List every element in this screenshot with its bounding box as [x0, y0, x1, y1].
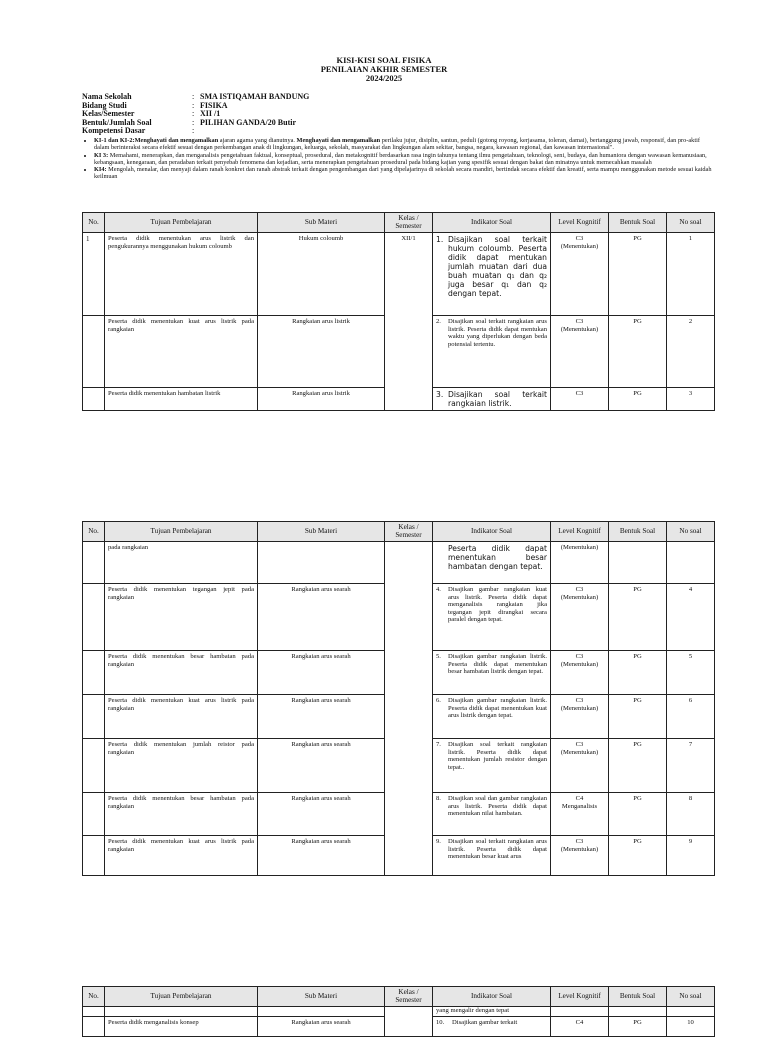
level-label: (Menentukan)	[560, 845, 599, 853]
kompetensi-lead: KI4:	[94, 166, 107, 174]
indikator-text: Disajikan soal terkait hukum coloumb. Peserta didik dapat mentukan jumlah muatan dari dua buah muatan q₁ dan q₂ juga besar q₁ dan q₂ dengan tepat.	[448, 235, 547, 298]
cell-level	[551, 233, 609, 316]
kompetensi-item	[94, 137, 714, 152]
cell-indikator	[433, 316, 551, 388]
info-separator: :	[192, 117, 195, 127]
cell-indikator	[433, 793, 551, 836]
cell-nosoal: 9	[667, 836, 715, 876]
cell-no	[83, 739, 105, 793]
cell-no	[83, 651, 105, 695]
cell-tujuan: pada rangkaian	[105, 542, 258, 584]
cell-nosoal: 10	[667, 1017, 715, 1037]
indikator-text: Disajikan soal terkait rangkaian arus listrik. Peserta didik dapat mentukan waktu yang diperlukan dengan beda potensial tertentu.	[448, 318, 547, 348]
cell-nosoal: 2	[667, 316, 715, 388]
col-bentuk: Bentuk Soal	[609, 987, 667, 1007]
cell-nosoal: 3	[667, 388, 715, 411]
kompetensi-item	[94, 152, 714, 167]
cell-level: C4	[551, 1017, 609, 1037]
info-label: Kompetensi Dasar	[82, 126, 146, 136]
cell-bentuk: PG	[609, 1017, 667, 1037]
table-row	[83, 542, 715, 584]
level-code: C3	[575, 741, 584, 748]
cell-bentuk	[609, 1007, 667, 1017]
indikator-number: 4.	[436, 586, 441, 593]
cell-nosoal	[667, 542, 715, 584]
info-row	[82, 127, 309, 136]
indikator-text: Peserta didik dapat menentukan besar hambatan dengan tepat.	[448, 544, 547, 571]
cell-bentuk: PG	[609, 584, 667, 651]
level-code: C3	[575, 697, 584, 704]
col-tujuan: Tujuan Pembelajaran	[105, 213, 258, 233]
info-label: Kelas/Semester	[82, 109, 135, 119]
cell-no	[83, 584, 105, 651]
kompetensi-lead2: Menghayati dan mengamalkan	[134, 137, 219, 144]
cell-tujuan: Peserta didik menentukan kuat arus listrik pada rangkaian	[105, 316, 258, 388]
cell-tujuan: Peserta didik menentukan tegangan jepit pada rangkaian	[105, 584, 258, 651]
kompetensi-bold: Menghayati dan mengamalkan	[296, 137, 381, 144]
indikator-text: Disajikan soal terkait rangkaian listrik.	[448, 390, 547, 408]
col-kelas: Kelas / Semester	[385, 213, 433, 233]
cell-tujuan: Peserta didik menentukan hambatan listrik	[105, 388, 258, 411]
table-header	[83, 987, 715, 1007]
col-bentuk: Bentuk Soal	[609, 522, 667, 542]
level-code: C3	[575, 318, 584, 325]
col-bentuk: Bentuk Soal	[609, 213, 667, 233]
cell-bentuk: PG	[609, 836, 667, 876]
cell-nosoal: 6	[667, 695, 715, 739]
cell-kelas	[385, 1007, 433, 1037]
cell-no	[83, 695, 105, 739]
indikator-number: 5.	[436, 653, 441, 660]
cell-sub-materi: Rangkaian arus searah	[258, 1017, 385, 1037]
col-tujuan: Tujuan Pembelajaran	[105, 987, 258, 1007]
col-indikator: Indikator Soal	[433, 522, 551, 542]
cell-indikator	[433, 739, 551, 793]
cell-sub-materi: Rangkaian arus searah	[258, 836, 385, 876]
cell-kelas: XII/1	[385, 233, 433, 411]
cell-indikator	[433, 1017, 551, 1037]
cell-nosoal: 8	[667, 793, 715, 836]
kompetensi-text: ajaran agama yang dianutnya.	[218, 137, 297, 144]
cell-indikator	[433, 695, 551, 739]
kompetensi-text: Mengolah, menalar, dan menyaji dalam ranah konkret dan ranah abstrak terkait dengan pengembangan dari yang dipelajarinya di sekolah secara mandiri, bertindak secara efektif dan kreatif, serta mampu menggunakan metode sesuai kaidah keilmuan	[94, 166, 712, 181]
level-code: C4	[575, 795, 584, 802]
col-nosoal: No soal	[667, 213, 715, 233]
indikator-text: Disajikan gambar terkait	[452, 1019, 518, 1026]
info-separator: :	[192, 100, 195, 110]
indikator-number: 7.	[436, 741, 441, 748]
col-no: No.	[83, 987, 105, 1007]
kompetensi-list	[82, 137, 714, 181]
col-sub-materi: Sub Materi	[258, 522, 385, 542]
col-kelas: Kelas / Semester	[385, 522, 433, 542]
col-sub-materi: Sub Materi	[258, 213, 385, 233]
info-value: SMA ISTIQAMAH BANDUNG	[200, 92, 310, 101]
cell-sub-materi: Rangkaian arus searah	[258, 793, 385, 836]
cell-level	[551, 1007, 609, 1017]
level-label: (Menentukan)	[560, 704, 599, 712]
level-label: (Menentukan)	[560, 593, 599, 601]
col-tujuan: Tujuan Pembelajaran	[105, 522, 258, 542]
cell-level	[551, 316, 609, 388]
cell-no	[83, 316, 105, 388]
table-header	[83, 522, 715, 542]
indikator-text: Disajikan soal terkait rangkaian listrik. Peserta didik dapat menentukan jumlah resistor dengan tepat..	[448, 741, 547, 771]
cell-tujuan: Peserta didik menentukan kuat arus listrik pada rangkaian	[105, 836, 258, 876]
kompetensi-item	[94, 166, 714, 181]
indikator-text: Disajikan gambar rangkaian listrik. Peserta didik dapat menentukan kuat arus listrik dengan tepat.	[448, 697, 547, 720]
kompetensi-lead: KI 3:	[94, 151, 109, 159]
info-label: Bentuk/Jumlah Soal	[82, 117, 152, 127]
cell-tujuan: Peserta didik menentukan besar hambatan pada rangkaian	[105, 793, 258, 836]
info-separator: :	[192, 126, 195, 136]
cell-nosoal	[667, 1007, 715, 1017]
indikator-text: Disajikan soal terkait rangkaian arus listrik. Peserta didik dapat menentukan besar kuat arus	[448, 838, 547, 861]
cell-level	[551, 651, 609, 695]
indikator-number: 3.	[436, 390, 444, 399]
level-label: (Menentukan)	[560, 242, 599, 250]
info-value: XII /1	[200, 109, 221, 119]
col-level: Level Kognitif	[551, 213, 609, 233]
cell-sub-materi	[258, 542, 385, 584]
indikator-number: 8.	[436, 795, 441, 802]
level-label: (Menentukan)	[560, 544, 599, 551]
cell-level	[551, 739, 609, 793]
cell-sub-materi: Rangkaian arus searah	[258, 584, 385, 651]
cell-sub-materi: Rangkaian arus searah	[258, 739, 385, 793]
cell-sub-materi	[258, 1007, 385, 1017]
level-label: (Menentukan)	[560, 748, 599, 756]
kompetensi-text: perilaku jujur, disiplin, santun, peduli (gotong royong, kerjasama, toleran, damai), bertanggung jawab, responsif, dan pro-aktif dalam berinteraksi secara efektif sesuai dengan perkembangan anak di lingkungan, keluarga, sekolah, masyarakat dan lingkungan alam sekitar, bangsa, negara, kawasan regional, dan kawasan internasional".	[94, 137, 700, 152]
cell-no	[83, 1007, 105, 1017]
cell-nosoal: 5	[667, 651, 715, 695]
cell-tujuan: Peserta didik menentukan besar hambatan pada rangkaian	[105, 651, 258, 695]
cell-bentuk: PG	[609, 695, 667, 739]
doc-title-line2: PENILAIAN AKHIR SEMESTER	[320, 64, 448, 74]
col-no: No.	[83, 522, 105, 542]
cell-bentuk: PG	[609, 793, 667, 836]
col-nosoal: No soal	[667, 522, 715, 542]
cell-indikator	[433, 233, 551, 316]
cell-no	[83, 542, 105, 584]
info-separator: :	[192, 92, 195, 101]
cell-bentuk: PG	[609, 651, 667, 695]
indikator-text: Disajikan gambar rangkaian listrik. Peserta didik dapat menentukan besar hambatan listrik dengan tepat.	[448, 653, 547, 676]
kompetensi-text: Memahami, menerapkan, dan menganalisis pengetahuan faktual, konseptual, prosedural, dan metakognitif berdasarkan rasa ingin tahunya tentang ilmu pengetahuan, teknologi, seni, budaya, dan humaniora dengan wawasan kemanusiaan, kebangsaan, kenegaraan, dan peradaban terkait penyebab fenomena dan kejadian, serta menerapkan pengetahuan prosedural pada bidang kajian yang spesifik sesuai dengan bakat dan minatnya untuk memecahkan masalah	[94, 151, 707, 166]
level-label: Menganalisis	[561, 802, 598, 810]
indikator-number: 1.	[436, 235, 444, 244]
info-value: FISIKA	[200, 100, 228, 110]
col-level: Level Kognitif	[551, 522, 609, 542]
info-separator: :	[192, 109, 195, 119]
cell-sub-materi: Rangkaian arus searah	[258, 695, 385, 739]
level-label: (Menentukan)	[560, 325, 599, 333]
cell-indikator	[433, 836, 551, 876]
cell-level	[551, 836, 609, 876]
cell-level	[551, 388, 609, 411]
cell-bentuk: PG	[609, 739, 667, 793]
cell-bentuk	[609, 542, 667, 584]
col-indikator: Indikator Soal	[433, 213, 551, 233]
cell-level	[551, 695, 609, 739]
cell-tujuan: Peserta didik menentukan jumlah reistor pada rangkaian	[105, 739, 258, 793]
table-header	[83, 213, 715, 233]
doc-title-line1: KISI-KISI SOAL FISIKA	[336, 55, 432, 65]
cell-nosoal: 1	[667, 233, 715, 316]
cell-tujuan	[105, 1007, 258, 1017]
level-code: C3	[575, 653, 584, 660]
cell-level	[551, 793, 609, 836]
doc-title-line3: 2024/2025	[365, 73, 403, 83]
school-info	[82, 93, 309, 136]
cell-bentuk: PG	[609, 233, 667, 316]
indikator-number: 2.	[436, 318, 441, 325]
kompetensi-lead: KI-1 dan KI-2:	[94, 137, 135, 144]
cell-nosoal: 7	[667, 739, 715, 793]
cell-indikator: yang mengalir dengan tepat	[433, 1007, 551, 1017]
cell-indikator	[433, 388, 551, 411]
level-code: C3	[575, 390, 584, 397]
cell-no: 1	[83, 233, 105, 316]
cell-no	[83, 793, 105, 836]
cell-tujuan: Peserta didik menentukan arus listrik dan pengukurannya menggunakan hukum coloumb	[105, 233, 258, 316]
info-label: Bidang Studi	[82, 100, 127, 110]
cell-level	[551, 584, 609, 651]
kisi-table-3	[82, 986, 715, 1037]
level-code: C3	[575, 838, 584, 845]
col-sub-materi: Sub Materi	[258, 987, 385, 1007]
col-indikator: Indikator Soal	[433, 987, 551, 1007]
cell-level	[551, 542, 609, 584]
cell-tujuan: Peserta didik menganalisis konsep	[105, 1017, 258, 1037]
level-code: C3	[575, 235, 584, 242]
col-level: Level Kognitif	[551, 987, 609, 1007]
cell-nosoal: 4	[667, 584, 715, 651]
cell-indikator	[433, 584, 551, 651]
col-no: No.	[83, 213, 105, 233]
cell-bentuk: PG	[609, 388, 667, 411]
info-label: Nama Sekolah	[82, 92, 132, 101]
cell-no	[83, 1017, 105, 1037]
cell-bentuk: PG	[609, 316, 667, 388]
cell-sub-materi: Rangkaian arus listrik	[258, 316, 385, 388]
indikator-text: Disajikan gambar rangkaian kuat arus listrik. Peserta didik dapat menganalisis rangkaian jika tegangan jepit dirangkai secara paralel dengan tepat.	[448, 586, 547, 624]
col-kelas: Kelas / Semester	[385, 987, 433, 1007]
col-nosoal: No soal	[667, 987, 715, 1007]
indikator-text: Disajikan soal dan gambar rangkaian arus listrik. Peserta didik dapat menentukan nilai hambatan.	[448, 795, 547, 818]
indikator-number	[436, 544, 448, 571]
cell-indikator	[433, 542, 551, 584]
cell-sub-materi: Rangkaian arus listrik	[258, 388, 385, 411]
table-row	[83, 1007, 715, 1017]
kisi-table-2	[82, 521, 715, 876]
indikator-number: 9.	[436, 838, 441, 845]
level-code: C3	[575, 586, 584, 593]
cell-sub-materi: Rangkaian arus searah	[258, 651, 385, 695]
table-row	[83, 233, 715, 316]
cell-tujuan: Peserta didik menentukan kuat arus listrik pada rangkaian	[105, 695, 258, 739]
cell-sub-materi: Hukum coloumb	[258, 233, 385, 316]
info-value: PILIHAN GANDA/20 Butir	[200, 117, 297, 127]
cell-kelas	[385, 542, 433, 876]
kisi-table-1	[82, 212, 715, 411]
cell-no	[83, 836, 105, 876]
indikator-number: 10.	[436, 1019, 445, 1026]
indikator-number: 6.	[436, 697, 441, 704]
cell-no	[83, 388, 105, 411]
level-label: (Menentukan)	[560, 660, 599, 668]
cell-indikator	[433, 651, 551, 695]
